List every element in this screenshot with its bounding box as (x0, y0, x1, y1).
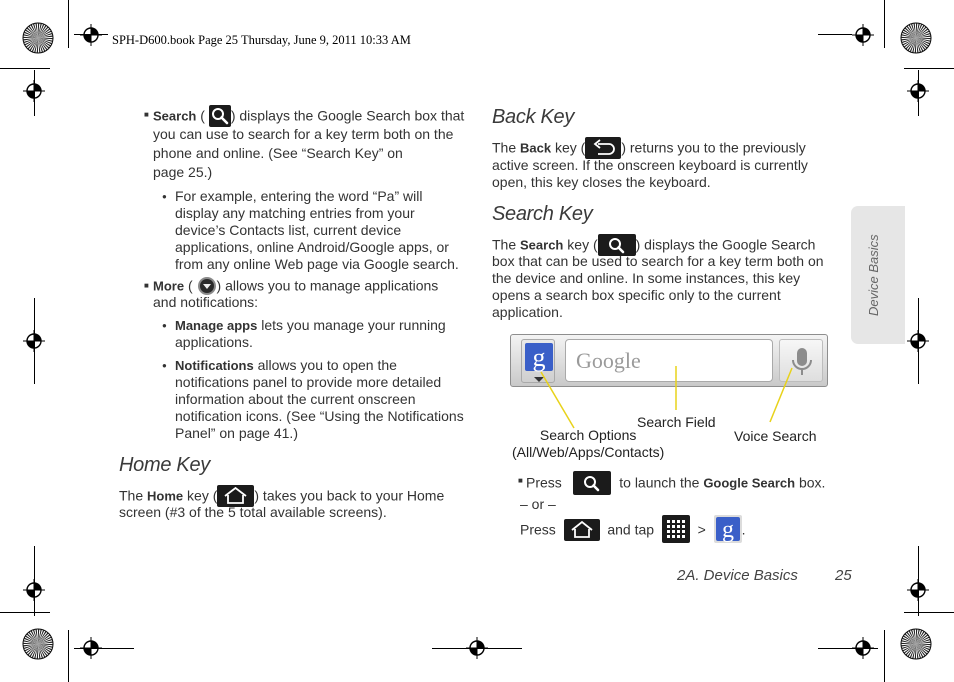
example-line: from any online Web page via Google search. (175, 256, 459, 272)
back-key-line-1: The Back key ( ) returns you to the previously (492, 138, 806, 160)
bullet: ● (162, 361, 167, 370)
home-key-line-1: The Home key ( ) takes you back to your Home (119, 486, 444, 508)
search-key-icon (573, 471, 611, 495)
svg-text:g: g (721, 517, 734, 543)
search-key-line: opens a search box specific only to the current (492, 287, 781, 303)
svg-text:g: g (532, 343, 546, 372)
search-field-callout: Search Field (637, 414, 716, 430)
manage-apps-label: Manage apps (175, 318, 258, 333)
search-options-callout: Search Options (All/Web/Apps/Contacts) (512, 427, 665, 460)
notifications-line: notification icons. (See “Using the Notifications (175, 408, 464, 424)
search-item-line-1: Search ( ) displays the Google Search box that (153, 106, 464, 128)
notifications-line: information about the current onscreen (175, 391, 416, 407)
search-field[interactable]: Google (565, 339, 773, 382)
example-line: applications, online Android/Google apps, or (175, 239, 449, 255)
bullet: ■ (144, 110, 149, 119)
running-header: SPH-D600.book Page 25 Thursday, June 9, 2011 10:33 AM (112, 33, 411, 47)
bullet: ● (162, 192, 167, 201)
manage-apps-line-1: Manage apps lets you manage your running (175, 317, 446, 333)
more-item-line: and notifications: (153, 294, 259, 310)
notifications-line-1: Notifications allows you to open the (175, 357, 397, 373)
bullet: ● (162, 321, 167, 330)
step-press-search: Press to launch the Google Search box. (526, 472, 825, 496)
back-key-line: active screen. If the onscreen keyboard is currently (492, 157, 808, 173)
notifications-line: notifications panel to provide more detailed (175, 374, 442, 390)
search-key-line: application. (492, 304, 563, 320)
home-key-icon (564, 519, 600, 541)
back-key-heading: Back Key (492, 106, 575, 128)
home-key-heading: Home Key (119, 454, 210, 476)
search-item-line: page 25.) (153, 164, 213, 180)
home-key-line: screen (#3 of the 5 total available screens). (119, 504, 387, 520)
apps-grid-icon (662, 515, 690, 543)
search-key-heading: Search Key (492, 203, 593, 225)
or-separator: – or – (520, 496, 556, 512)
bullet: ■ (144, 281, 149, 290)
search-key-line: box that can be used to search for a key term both on (492, 253, 824, 269)
section-tab-label: Device Basics (866, 234, 881, 316)
search-item-line: phone and online. (See “Search Key” on (153, 145, 403, 161)
notifications-line: Panel” on page 41.) (175, 425, 298, 441)
more-label: More (153, 278, 185, 294)
notifications-label: Notifications (175, 358, 254, 373)
bullet: ■ (518, 476, 523, 485)
voice-search-callout: Voice Search (734, 428, 817, 444)
footer-section: 2A. Device Basics (677, 567, 798, 584)
example-line: For example, entering the word “Pa” will (175, 188, 423, 204)
search-key-line-1: The Search key ( ) displays the Google Search (492, 235, 815, 257)
page-number: 25 (835, 567, 852, 584)
more-item-line-1: More ( ) allows you to manage applications (153, 277, 438, 297)
search-label: Search (153, 108, 197, 124)
example-line: device’s Contacts list, current device (175, 222, 402, 238)
example-line: display any matching entries from your (175, 205, 415, 221)
step-press-home: Press and tap > g . (520, 517, 746, 543)
search-item-line: you can use to search for a key term both on the (153, 126, 454, 142)
back-key-line: open, this key closes the keyboard. (492, 174, 711, 190)
manage-apps-line: applications. (175, 334, 253, 350)
google-g-icon (714, 515, 742, 543)
search-key-line: the device and online. In some instances, this key (492, 270, 801, 286)
